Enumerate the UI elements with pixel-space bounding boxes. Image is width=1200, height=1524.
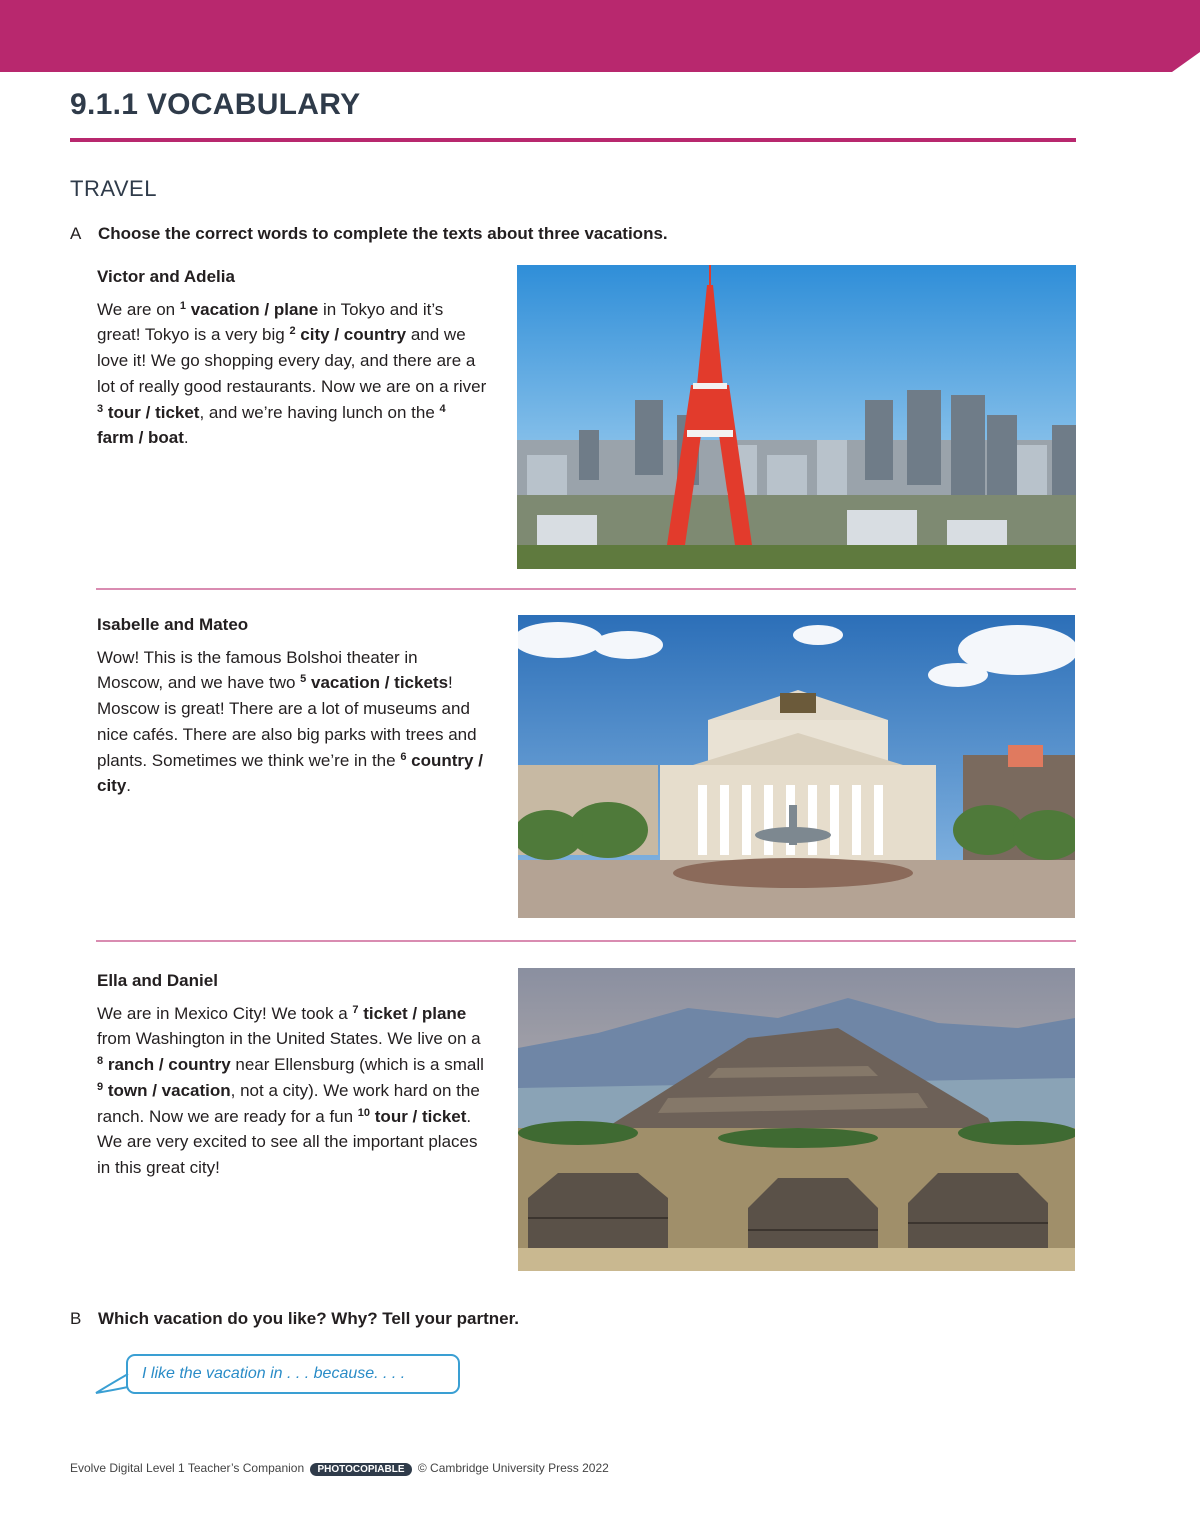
word-choice: tour / ticket [370,1106,467,1126]
block-heading: Victor and Adelia [97,267,235,286]
word-choice: country / city [97,750,483,796]
header-bar [0,0,1200,72]
title-rule [70,138,1076,142]
exercise-a-text: Choose the correct words to complete the texts about three vacations. [98,224,668,243]
exercise-b-letter: B [70,1309,82,1328]
word-choice: ranch / country [103,1055,231,1075]
exercise-b-text: Which vacation do you like? Why? Tell your partner. [98,1309,519,1328]
section-divider [96,940,1076,942]
gap-number: 10 [357,1106,371,1119]
word-choice: ticket / plane [358,1003,467,1023]
gap-number: 6 [400,750,407,763]
word-choice: vacation / plane [185,299,319,319]
word-choice: city / country [295,325,407,345]
block-text: We are on $^1$ vacation / plane in Tokyo and it’s great! Tokyo is a very big $^2$ city / country and we love it! We go shopping every day, and there are a lot of really good restaurants. Now we are on a river $^3$ tour / ticket, and we’re having lunch on the $^4$ farm / boat. [97,299,487,448]
page-title: 9.1.1 VOCABULARY [70,88,361,121]
header-notch [1172,52,1200,72]
gap-number: 7 [352,1003,359,1016]
word-choice: vacation / tickets [306,673,449,693]
word-choice: town / vacation [103,1080,231,1100]
word-choice: farm / boat [97,428,184,448]
text-block-ella-daniel [97,968,487,1181]
text-block-isabelle-mateo [97,612,487,799]
footer-copyright: © Cambridge University Press 2022 [417,1461,609,1475]
word-choice: tour / ticket [103,402,200,422]
bolshoi-theater-photo [518,615,1075,918]
tokyo-tower-photo [517,265,1076,569]
block-text: Wow! This is the famous Bolshoi theater in Moscow, and we have two $^5$ vacation / tickets! Moscow is great! There are a lot of museums and nice cafés. There are also big parks with trees and plants. Sometimes we think we’re in the $^6$ country / city. [97,647,483,796]
gap-number: 9 [97,1080,104,1093]
gap-number: 8 [97,1055,104,1068]
gap-number: 5 [300,673,307,686]
gap-number: 4 [439,402,446,415]
exercise-a-letter: A [70,224,82,243]
gap-number: 2 [289,325,296,338]
gap-number: 1 [179,299,186,312]
photocopiable-badge: PHOTOCOPIABLE [310,1463,411,1476]
teotihuacan-pyramid-photo [518,968,1075,1271]
gap-number: 3 [97,402,104,415]
page-footer [70,1461,609,1476]
section-title: TRAVEL [70,176,157,201]
block-heading: Ella and Daniel [97,971,218,990]
block-text: We are in Mexico City! We took a $^7$ ticket / plane from Washington in the United States. We live on a $^8$ ranch / country near Ellensburg (which is a small $^9$ town / vacation, not a city). We work hard on the ranch. Now we are ready for a fun $^{10}$ tour / ticket. We are very excited to see all the important places in this great city! [97,1003,484,1177]
exercise-a-instruction [70,224,668,244]
footer-course: Evolve Digital Level 1 Teacher’s Companion [70,1461,305,1475]
section-divider [96,588,1076,590]
speech-bubble: I like the vacation in . . . because. . . . [126,1354,460,1394]
exercise-b-instruction [70,1309,519,1329]
text-block-victor-adelia [97,264,487,451]
block-heading: Isabelle and Mateo [97,615,249,634]
